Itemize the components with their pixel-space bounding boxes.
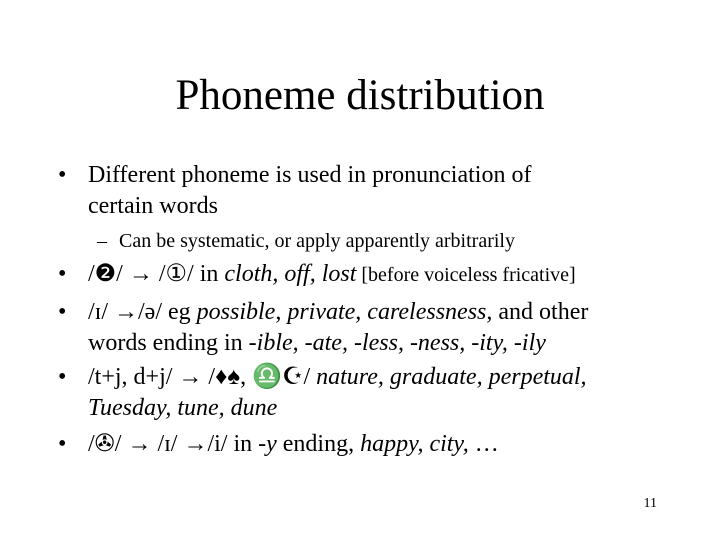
context-note: [before voiceless fricative]: [356, 264, 576, 286]
sub-bullet-text: Can be systematic, or apply apparently arbitrarily: [119, 230, 515, 252]
example-suffixes: -ible, -ate, -less, -ness, -ity, -ily: [248, 330, 546, 356]
bullet-text: [88, 297, 708, 359]
bullet-marker: •: [58, 261, 67, 287]
ellipsis: …: [468, 431, 499, 457]
example-words: possible, private, carelessness,: [196, 299, 493, 325]
example-words: nature, graduate, perpetual,: [316, 364, 587, 390]
y-ending: y: [266, 431, 277, 457]
page-number: 11: [643, 496, 657, 511]
bullet-text: [88, 429, 708, 460]
sub-bullet-marker: –: [97, 230, 107, 252]
phoneme-rule: /t+j, d+j/ → /♦♠, ♎☪/: [88, 364, 317, 390]
bullet-text: [88, 259, 708, 291]
bullet-marker: •: [58, 431, 67, 457]
bullet-text-lead: words ending in: [88, 330, 249, 356]
bullet-text-middle: ending,: [276, 431, 361, 457]
bullet-text: [88, 160, 708, 222]
phoneme-rule: /ɪ/ →/ə/ eg: [88, 299, 197, 325]
bullet-line: [88, 362, 708, 393]
bullet-marker: •: [58, 162, 67, 188]
bullet-text: [88, 362, 708, 424]
example-words: cloth, off, lost: [224, 261, 357, 287]
example-words: happy, city,: [360, 431, 469, 457]
bullet-line: [88, 328, 708, 359]
bullet-marker: •: [58, 364, 67, 390]
bullet-marker: •: [58, 299, 67, 325]
phoneme-rule: /✇/ → /ɪ/ →/i/ in -: [88, 431, 267, 457]
phoneme-rule: /❷/ → /①/ in: [88, 261, 225, 287]
slide-title: Phoneme distribution: [175, 72, 545, 119]
example-words: Tuesday, tune, dune: [88, 395, 278, 421]
bullet-line: Different phoneme is used in pronunciation of: [88, 162, 532, 188]
bullet-line: [88, 297, 708, 328]
bullet-line: certain words: [88, 193, 218, 219]
bullet-text-tail: and other: [492, 299, 589, 325]
